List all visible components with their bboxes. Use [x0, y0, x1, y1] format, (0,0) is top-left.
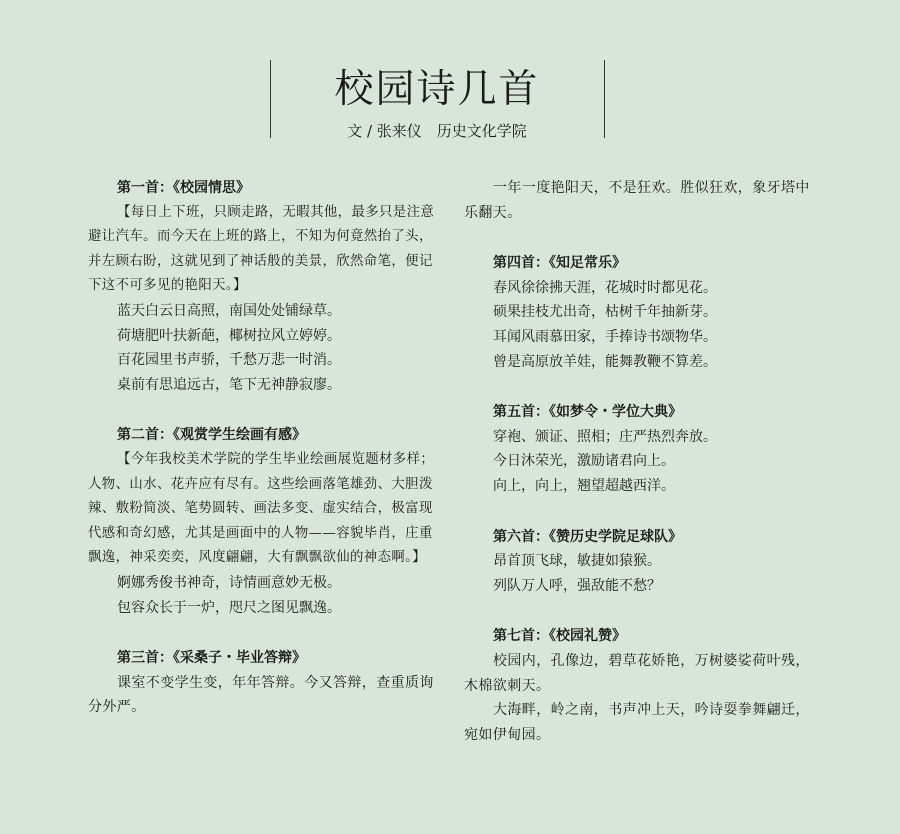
- byline: 文 / 张来仪 历史文化学院: [347, 122, 527, 140]
- poem-1-line-1: 蓝天白云日高照，南国处处铺绿草。: [117, 302, 341, 319]
- left-column: [88, 176, 440, 720]
- poem-2-heading: 第二首：《观赏学生绘画有感》: [117, 427, 306, 444]
- poem-5-line-3: 向上，向上，翘望超越西洋。: [493, 477, 675, 494]
- poem-1-heading: 第一首：《校园情思》: [117, 180, 250, 196]
- poem-4-line-1: 春风徐徐拂天涯，花城时时都见花。: [493, 279, 717, 296]
- poem-2-note: 【今年我校美术学院的学生毕业绘画展览题材多样；人物、山水、花卉应有尽有。这些绘画落笔雄劲、大胆泼辣、敷粉简淡、笔势圆转、画法多变、虚实结合，极富现代感和奇幻感，尤其是画面中的人物——容貌毕肖，庄重飘逸，神采奕奕，风度翩翩，大有飘飘欲仙的神态啊。】: [88, 451, 435, 566]
- right-column: [464, 176, 818, 747]
- poem-5-heading: 第五首：《如梦令・学位大典》: [493, 404, 682, 421]
- poem-2-line-1: 婀娜秀俊书神奇，诗情画意妙无极。: [117, 574, 341, 591]
- poem-1-line-3: 百花园里书声骄，千愁万悲一时消。: [117, 352, 341, 369]
- poem-3-stanza-2: 一年一度艳阳天，不是狂欢。胜似狂欢，象牙塔中乐翻天。: [464, 180, 810, 221]
- page-title: 校园诗几首: [334, 67, 540, 112]
- poem-3-heading: 第三首：《采桑子・毕业答辩》: [117, 650, 306, 667]
- poem-6-line-2: 列队万人呼，强敌能不愁？: [493, 577, 661, 594]
- poem-4-line-4: 曾是高原放羊娃，能舞教鞭不算差。: [493, 353, 717, 370]
- poem-7-stanza-1: 校园内，孔像边，碧草花娇艳，万树婆娑荷叶残，木棉欲刺天。: [464, 652, 810, 694]
- poem-4-line-3: 耳闻风雨慕田家，手捧诗书颂物华。: [493, 328, 717, 345]
- poem-4-heading: 第四首：《知足常乐》: [493, 255, 626, 272]
- poem-6-heading: 第六首：《赞历史学院足球队》: [493, 528, 682, 545]
- poem-7-heading: 第七首：《校园礼赞》: [493, 628, 626, 645]
- poem-7-stanza-2: 大海畔，岭之南，书声冲上天，吟诗耍拳舞翩迁，宛如伊甸园。: [464, 702, 810, 743]
- poem-5-line-2: 今日沐荣光，激励诸君向上。: [493, 453, 675, 470]
- poem-5-line-1: 穿袍、颁证、照相；庄严热烈奔放。: [493, 428, 717, 445]
- poem-1-line-2: 荷塘肥叶扶新葩，椰树拉风立婷婷。: [117, 327, 341, 344]
- poem-2-line-2: 包容众长于一炉，咫尺之图见飘逸。: [117, 599, 341, 616]
- poem-1-line-4: 桌前有思追远古，笔下无神静寂廖。: [117, 376, 341, 393]
- poem-3-stanza-1: 课室不变学生变，年年答辩。今又答辩，查重质询分外严。: [88, 674, 434, 716]
- poem-6-line-1: 昂首顶飞球，敏捷如猿猴。: [493, 553, 661, 570]
- poem-1-note: 【每日上下班，只顾走路，无暇其他，最多只是注意避让汽车。而今天在上班的路上，不知为何竟然抬了头，并左顾右盼，这就见到了神话般的美景，欣然命笔，便记下这不可多见的艳阳天。】: [88, 204, 435, 294]
- poem-4-line-2: 硕果挂枝尤出奇，枯树千年抽新芽。: [493, 304, 717, 321]
- title-divider-right: [604, 60, 605, 138]
